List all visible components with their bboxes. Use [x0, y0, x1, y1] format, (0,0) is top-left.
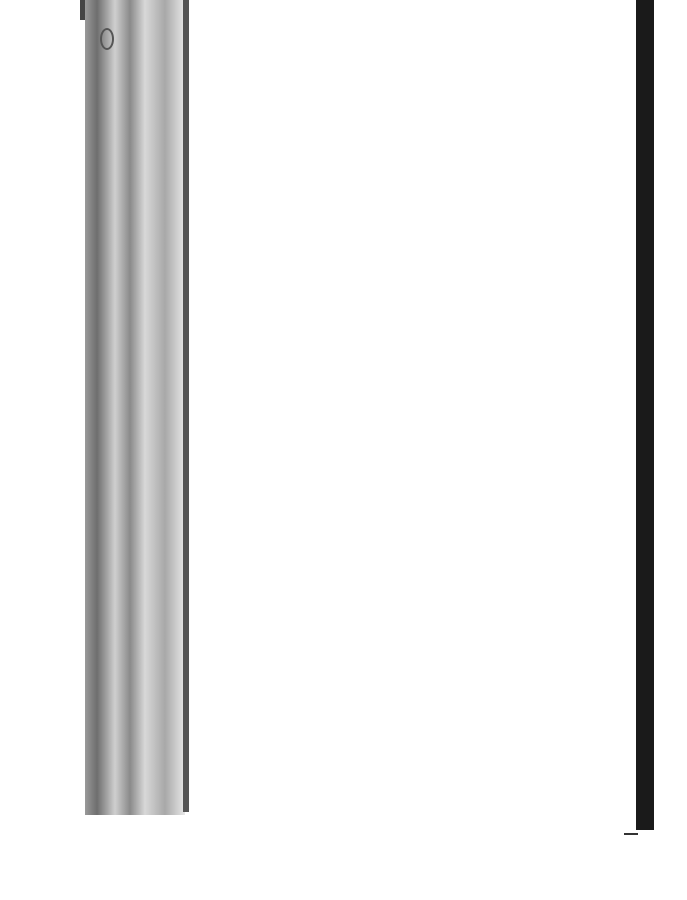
book-spine — [85, 0, 185, 815]
page-corner-mark — [624, 825, 638, 835]
page-gutter — [636, 0, 654, 830]
left-page — [189, 0, 636, 830]
binding-ring — [100, 28, 114, 50]
right-page-fragment — [654, 0, 687, 900]
